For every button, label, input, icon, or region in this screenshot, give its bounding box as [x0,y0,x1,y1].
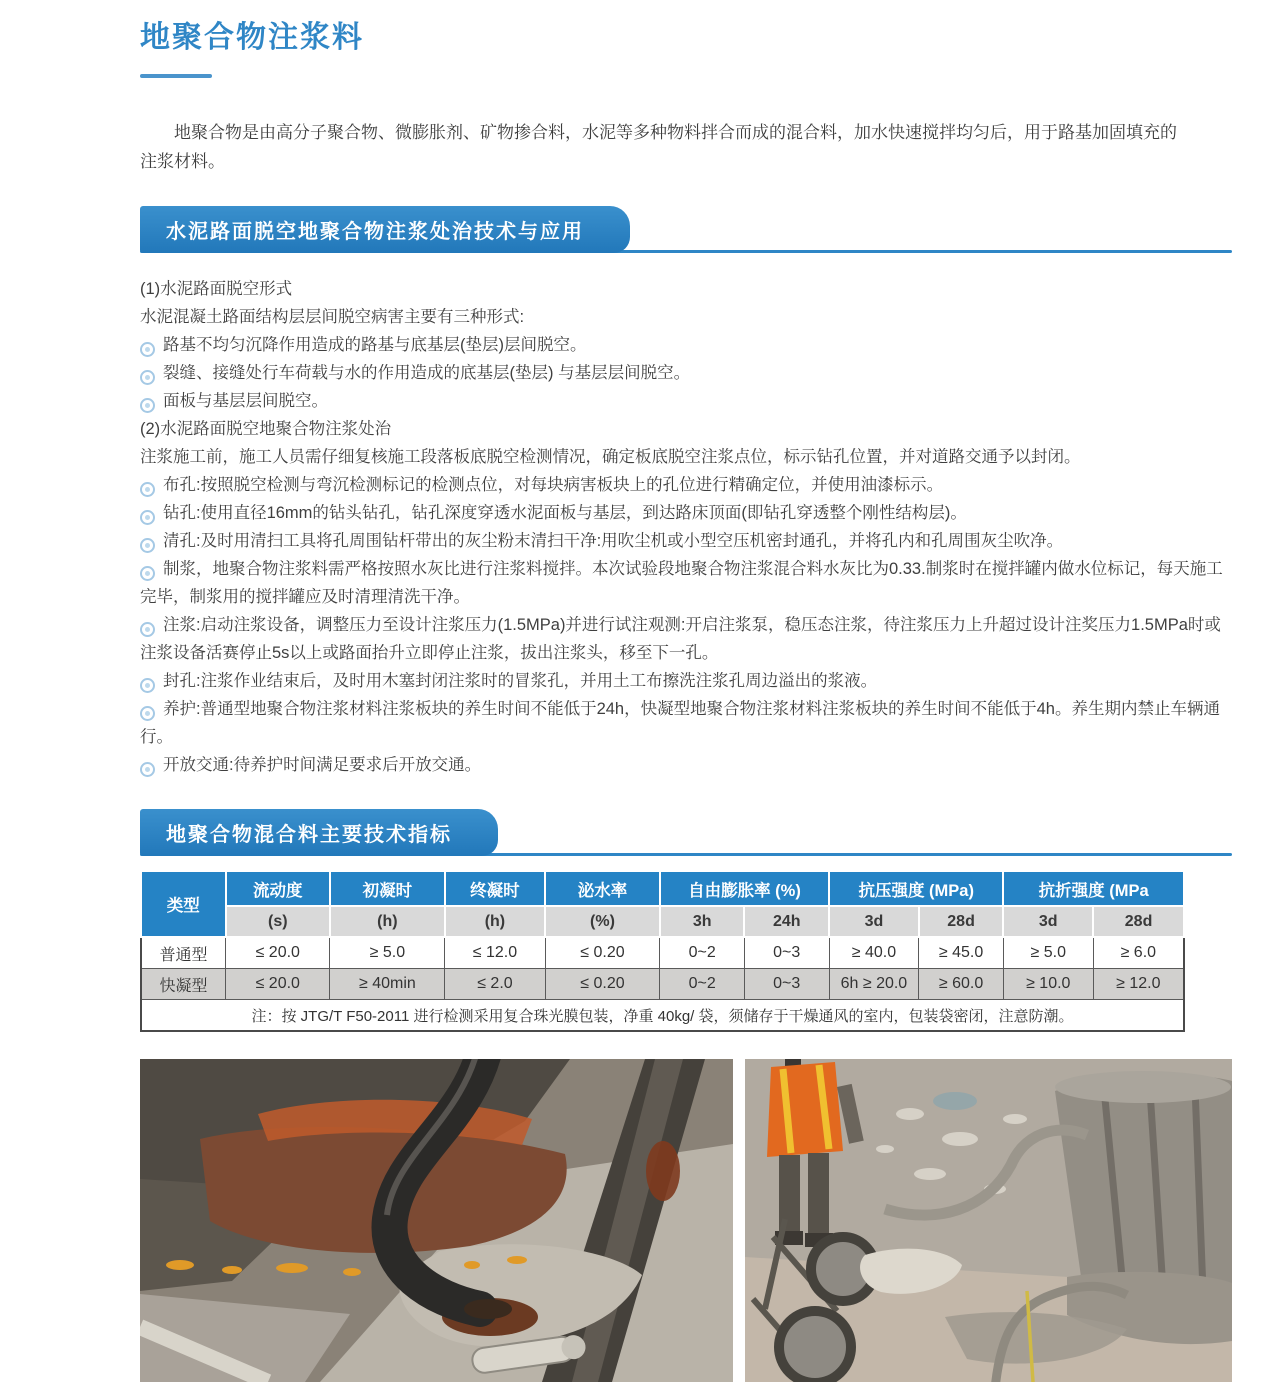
table-cell: 6h ≥ 20.0 [829,969,919,1000]
paragraph [140,415,1232,443]
photo-worker-grouting-site [745,1059,1232,1382]
bullseye-bullet-icon [140,706,155,721]
table-unit-cell: 24h [744,906,829,937]
bullet-item [140,387,1232,415]
mixer-tub [1055,1075,1232,1297]
bullet-item [140,667,1232,695]
bullseye-bullet-icon [140,342,155,357]
bullet-inner-dot [145,543,150,548]
table-unit-cell: (%) [545,906,660,937]
table-cell: ≤ 0.20 [545,969,660,1000]
table-unit-cell: (s) [226,906,330,937]
bullet-item [140,359,1232,387]
title-underline-dash [140,74,212,78]
table-cell: ≤ 2.0 [445,969,545,1000]
table-cell: ≥ 5.0 [330,937,445,969]
section2-header [140,813,1232,856]
bullet-item [140,527,1232,555]
table-header-cell: 泌水率 [545,871,660,906]
bullet-item [140,331,1232,359]
table-unit-cell: 3d [829,906,919,937]
table-cell: ≥ 60.0 [919,969,1004,1000]
table-header-cell: 自由膨胀率 (%) [660,871,829,906]
paragraph-text: 水泥混凝土路面结构层层间脱空病害主要有三种形式: [140,308,525,326]
bullet-inner-dot [145,375,150,380]
page-title: 地聚合物注浆料 [140,21,364,54]
table-cell: 0~3 [744,969,829,1000]
bullet-inner-dot [145,767,150,772]
paragraph-text: 制浆，地聚合物注浆料需严格按照水灰比进行注浆料搅拌。本次试验段地聚合物注浆混合料水灰比为0.33.制浆时在搅拌罐内做水位标记，每天施工完毕，制浆用的搅拌罐应及时清理清洗干净。 [140,560,1223,606]
table-unit-cell: (h) [445,906,545,937]
table-header-cell: 初凝时 [330,871,445,906]
bullet-item [140,471,1232,499]
table-cell: ≥ 6.0 [1093,937,1184,969]
paragraph-text: (1)水泥路面脱空形式 [140,280,293,298]
intro-paragraph: 地聚合物是由高分子聚合物、微膨胀剂、矿物掺合料，水泥等多种物料拌合而成的混合料，加水快速搅拌均匀后，用于路基加固填充的注浆材料。 [140,123,1177,171]
table-header-cell: 流动度 [226,871,330,906]
bullet-inner-dot [145,403,150,408]
paragraph-text: 注浆施工前，施工人员需仔细复核施工段落板底脱空检测情况，确定板底脱空注浆点位，标示钻孔位置，并对道路交通予以封闭。 [140,448,1081,466]
bullet-item [140,751,1232,779]
bullseye-bullet-icon [140,762,155,777]
table-unit-cell: 28d [919,906,1004,937]
row-label-cell: 普通型 [141,937,226,969]
bullseye-bullet-icon [140,482,155,497]
row-label-cell: 快凝型 [141,969,226,1000]
bullseye-bullet-icon [140,370,155,385]
bullet-inner-dot [145,487,150,492]
bullet-inner-dot [145,683,150,688]
bullseye-bullet-icon [140,678,155,693]
table-cell: ≥ 10.0 [1003,969,1093,1000]
paragraph [140,303,1232,331]
table-note-row [141,1000,1184,1032]
section1-heading-text: 水泥路面脱空地聚合物注浆处治技术与应用 [166,221,584,243]
table-row [141,937,1184,969]
section1-header [140,210,1232,253]
table-header-cell: 终凝时 [445,871,545,906]
paragraph-text: 面板与基层层间脱空。 [163,392,328,410]
photos-row [140,1059,1232,1382]
table-cell: ≥ 40.0 [829,937,919,969]
paragraph [140,275,1232,303]
table-row [141,969,1184,1000]
page-content [140,0,1232,1382]
table-unit-cell: 3h [660,906,745,937]
table-cell: ≥ 5.0 [1003,937,1093,969]
table-note-text: 注：按 JTG/T F50-2011 进行检测采用复合珠光膜包装，净重 40kg/ 袋，须储存于干燥通风的室内，包装袋密闭，注意防潮。 [141,1000,1184,1032]
photo-left-illustration [140,1059,733,1382]
table-cell: ≥ 12.0 [1093,969,1184,1000]
paragraph-text: 养护:普通型地聚合物注浆材料注浆板块的养生时间不能低于24h，快凝型地聚合物注浆材料注浆板块的养生时间不能低于4h。养生期内禁止车辆通行。 [140,700,1220,746]
bullseye-bullet-icon [140,538,155,553]
table-header-cell: 抗折强度 (MPa [1003,871,1184,906]
paragraph-text: 路基不均匀沉降作用造成的路基与底基层(垫层)层间脱空。 [163,336,587,354]
bullseye-bullet-icon [140,622,155,637]
bullet-item [140,499,1232,527]
bullet-item [140,555,1232,611]
table-unit-cell: 28d [1093,906,1184,937]
bullseye-bullet-icon [140,510,155,525]
section2-heading-text: 地聚合物混合料主要技术指标 [166,824,452,846]
photo-right-illustration [745,1059,1232,1382]
table-cell: 0~3 [744,937,829,969]
table-header-cell: 抗压强度 (MPa) [829,871,1003,906]
table-cell: 0~2 [660,969,745,1000]
bullet-inner-dot [145,711,150,716]
table-cell: ≤ 12.0 [445,937,545,969]
bullet-item [140,611,1232,667]
table-unit-cell: 3d [1003,906,1093,937]
bullseye-bullet-icon [140,566,155,581]
bullet-item [140,695,1232,751]
paragraph-text: 封孔:注浆作业结束后，及时用木塞封闭注浆时的冒浆孔，并用土工布擦洗注浆孔周边溢出的浆液。 [163,672,878,690]
paragraph-text: 布孔:按照脱空检测与弯沉检测标记的检测点位，对每块病害板块上的孔位进行精确定位，并使用油漆标示。 [163,476,944,494]
table-cell: ≤ 20.0 [226,969,330,1000]
bullet-inner-dot [145,347,150,352]
table-header-cell: 类型 [141,871,226,937]
table-cell: ≤ 20.0 [226,937,330,969]
paragraph-text: 注浆:启动注浆设备，调整压力至设计注浆压力(1.5MPa)并进行试注观测:开启注浆泵，稳压态注浆，待注浆压力上升超过设计注奖压力1.5MPa时或注浆设备活赛停止5s以上或路面抬升立即停止注浆，拔出注浆头，移至下一孔。 [140,616,1221,662]
section2-banner [140,809,498,856]
spec-table-head [141,871,1184,937]
spec-table-body [141,937,1184,1031]
bullet-inner-dot [145,515,150,520]
table-unit-cell: (h) [330,906,445,937]
table-cell: ≥ 40min [330,969,445,1000]
paragraph-text: 钻孔:使用直径16mm的钻头钻孔，钻孔深度穿透水泥面板与基层，到达路床顶面(即钻孔穿透整个刚性结构层)。 [163,504,967,522]
paragraph-text: 清孔:及时用清扫工具将孔周围钻杆带出的灰尘粉末清扫干净:用吹尘机或小型空压机密封通孔，并将孔内和孔周围灰尘吹净。 [163,532,1064,550]
table-cell: ≥ 45.0 [919,937,1004,969]
paragraph-text: 裂缝、接缝处行车荷载与水的作用造成的底基层(垫层) 与基层层间脱空。 [163,364,691,382]
table-header-row-1 [141,871,1184,906]
section1-banner [140,206,630,253]
paragraph [140,443,1232,471]
paragraph-text: (2)水泥路面脱空地聚合物注浆处治 [140,420,392,438]
bullseye-bullet-icon [140,398,155,413]
bullet-inner-dot [145,571,150,576]
paragraph-text: 开放交通:待养护时间满足要求后开放交通。 [163,756,482,774]
section1-paragraphs [140,275,1232,779]
spec-table [140,870,1185,1032]
table-cell: 0~2 [660,937,745,969]
bullet-inner-dot [145,627,150,632]
photo-grouting-hose-in-pavement [140,1059,733,1382]
table-cell: ≤ 0.20 [545,937,660,969]
table-header-row-2 [141,906,1184,937]
